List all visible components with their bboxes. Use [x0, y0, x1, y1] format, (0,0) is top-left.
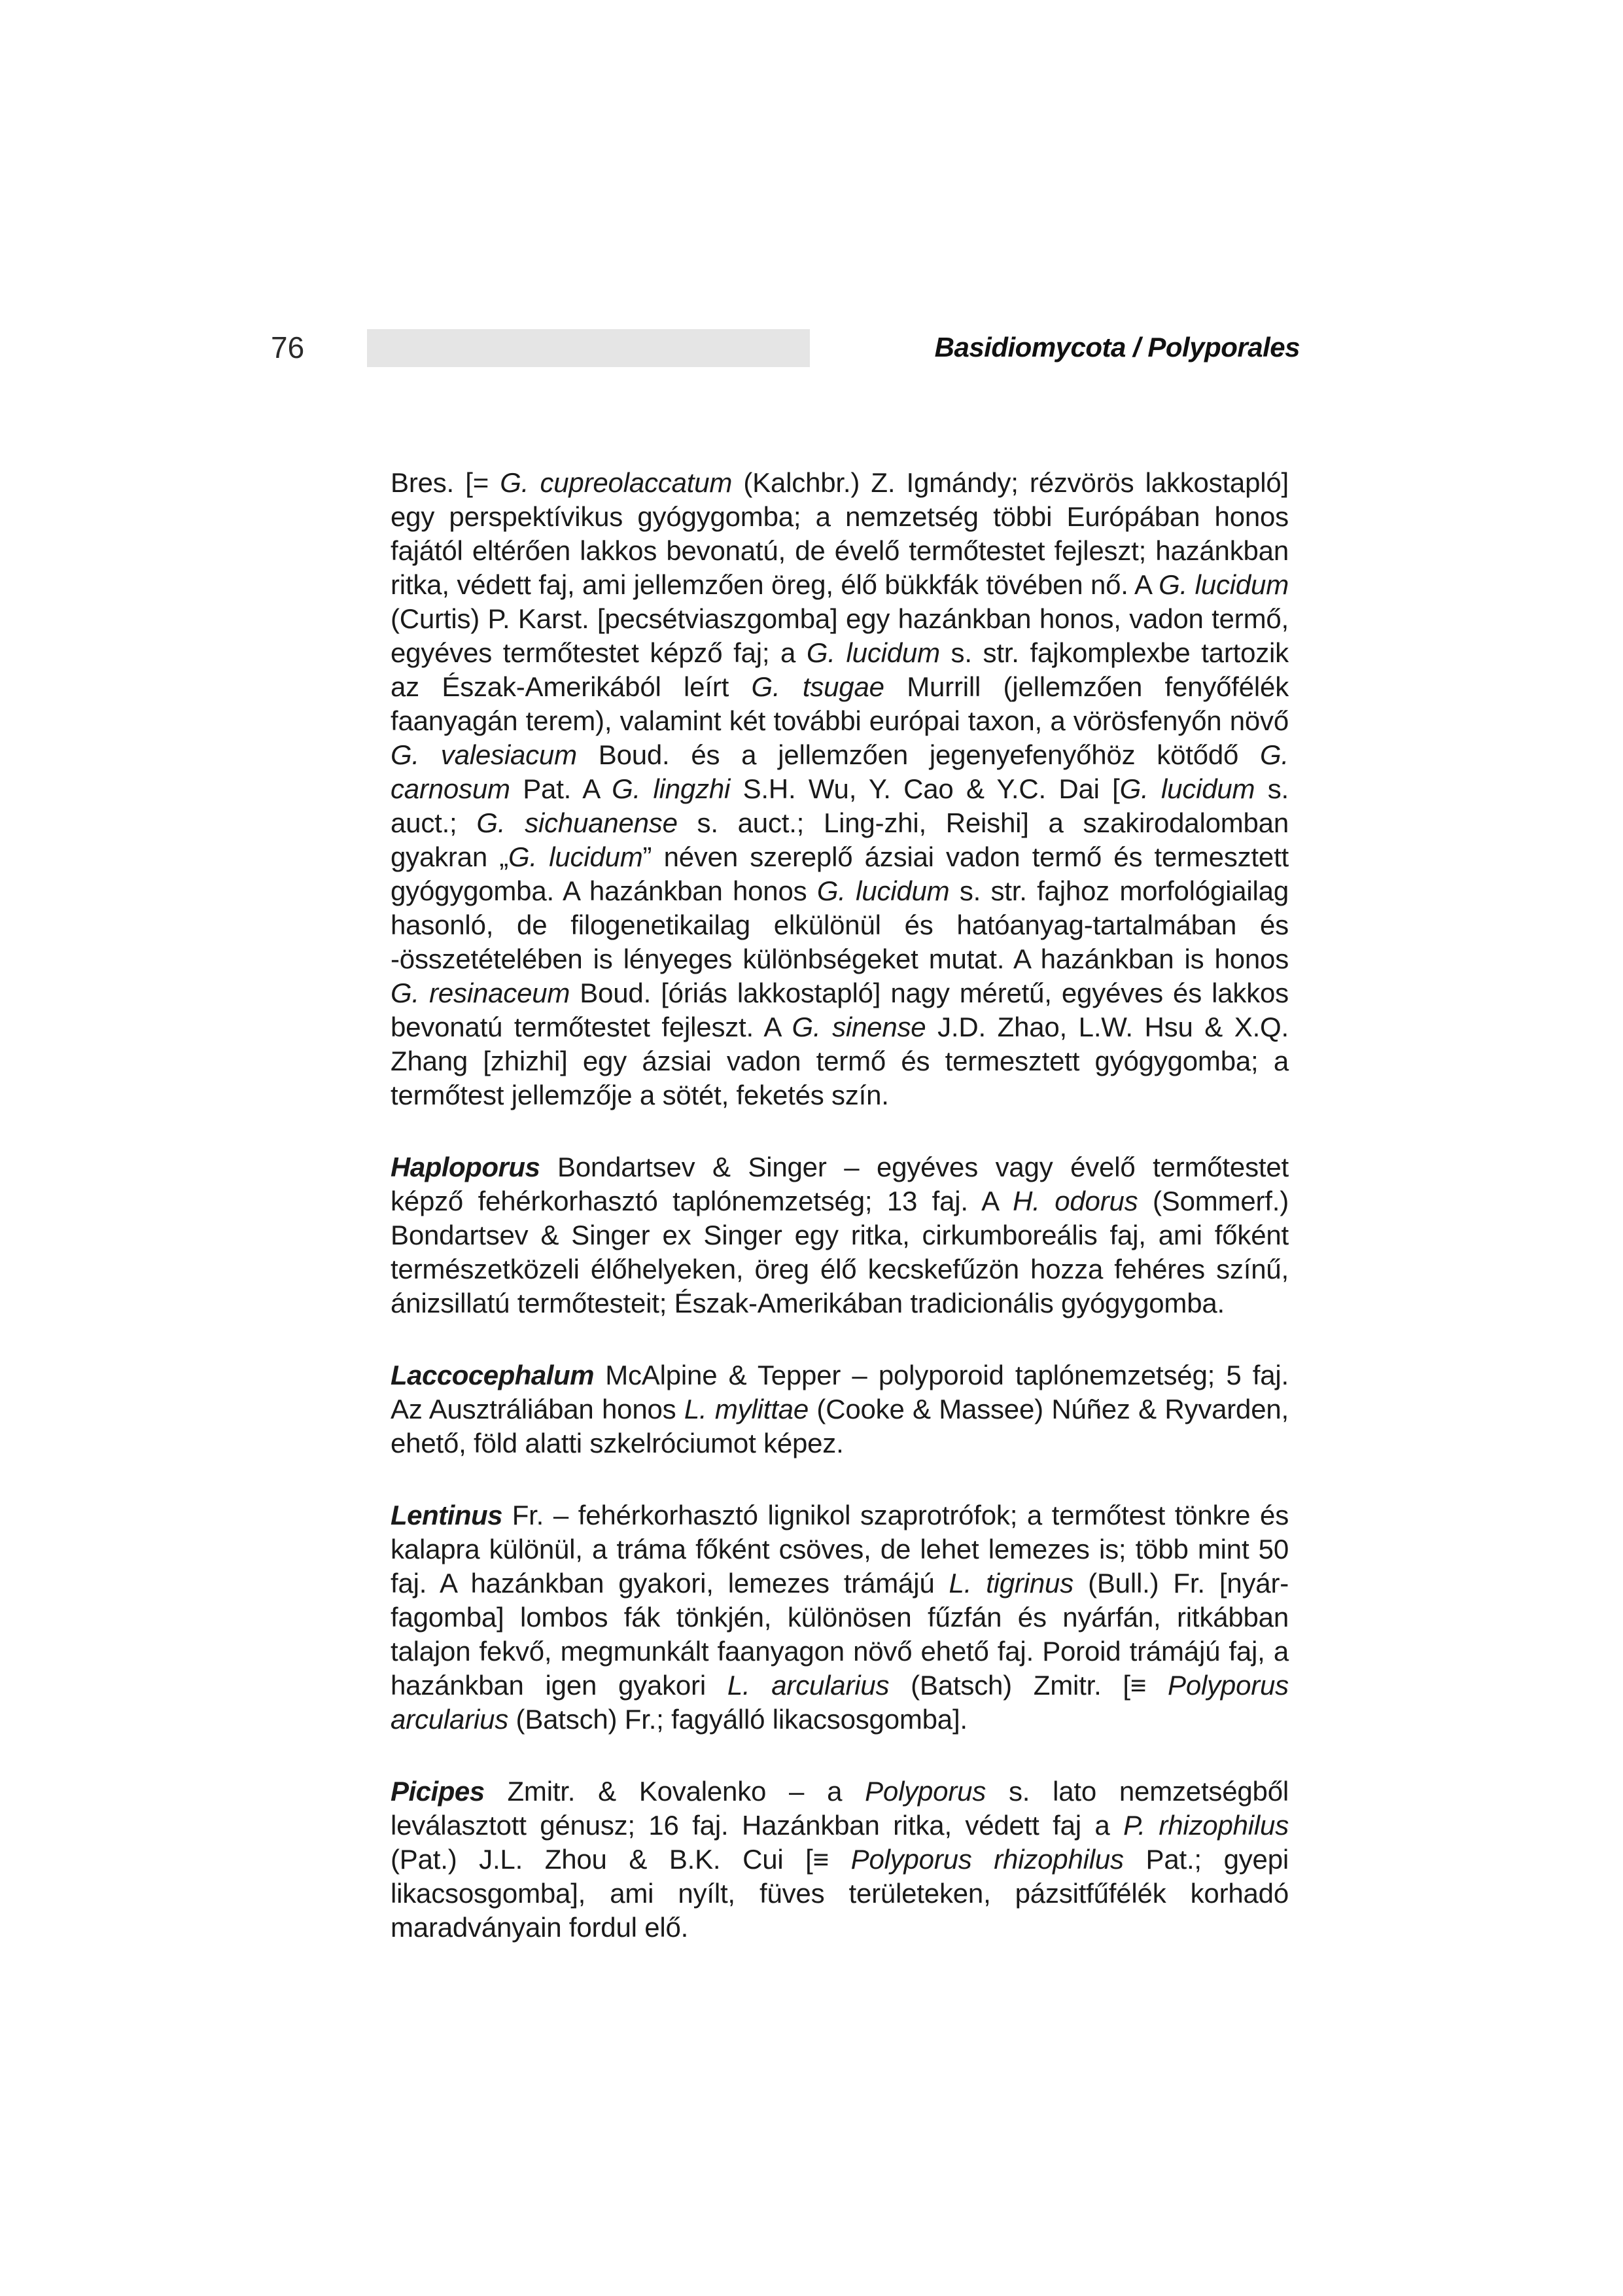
text-run: Bondartsev & Singer – egyéves vagy évelő termőtestet képző fehérkorhasztó taplónemzetség; 13 faj. A: [391, 1152, 1289, 1216]
text-run: Pat. A: [510, 773, 612, 804]
paragraph-ganoderma-continued: [391, 466, 1289, 1112]
text-run: ” néven szereplő ázsiai vadon termő és termesztett gyógygomba. A hazánkban honos: [391, 841, 1289, 906]
genus-name: Laccocephalum: [391, 1360, 594, 1390]
page-number: 76: [271, 330, 305, 364]
text-run: Boud. [óriás lakkostapló] nagy méretű, egyéves és lakkos bevonatú termőtestet fejleszt. A: [391, 978, 1289, 1042]
header-placeholder-bar: [367, 329, 810, 367]
species-name: G. lucidum: [508, 841, 643, 872]
species-name: L. tigrinus: [949, 1568, 1074, 1598]
text-run: (Curtis) P. Karst. [pecsétviaszgomba] egy hazánkban honos, vadon termő, egyéves termőtestet képző faj; a: [391, 603, 1289, 668]
text-run: s. auct.; Ling-zhi, Reishi] a szakirodalomban gyakran „: [391, 807, 1289, 872]
text-run: (Sommerf.) Bondartsev & Singer ex Singer egy ritka, cirkumboreális faj, ami főként természetközeli élőhelyeken, öreg élő kecskefűzön hozza fehéres színű, ánizsillatú termőtesteit; Észak-Amerikában tradicionális gyógygomba.: [391, 1186, 1289, 1318]
text-run: Pat.; gyepi likacsosgomba], ami nyílt, füves területeken, pázsitfűfélék korhadó maradványain fordul elő.: [391, 1844, 1289, 1943]
species-name: G. valesiacum: [391, 739, 577, 770]
text-run: (Bull.) Fr. [nyár-fagomba] lombos fák tönkjén, különösen fűzfán és nyárfán, ritkábban talajon fekvő, megmunkált faanyagon növő ehető faj. Poroid trámájú faj, a hazánkban igen gyakori: [391, 1568, 1289, 1701]
species-name: G. lucidum: [816, 875, 950, 906]
text-run: Murrill (jellemzően fenyőfélék faanyagán terem), valamint két további európai taxon, a vörösfenyőn növő: [391, 671, 1289, 736]
paragraph-lentinus: [391, 1498, 1289, 1737]
text-run: s. str. fajkomplexbe tartozik az Észak-Amerikából leírt: [391, 637, 1289, 702]
species-name: H. odorus: [1013, 1186, 1138, 1216]
text-run: s. str. fajhoz morfológiailag hasonló, de filogenetikailag elkülönül és hatóanyag-tartalmában és -összetételében is lényeges különbségeket mutat. A hazánkban is honos: [391, 875, 1289, 974]
text-run: Zmitr. & Kovalenko – a: [484, 1776, 865, 1807]
text-run: (Pat.) J.L. Zhou & B.K. Cui [≡: [391, 1844, 851, 1875]
species-name: G. resinaceum: [391, 978, 570, 1008]
genus-name: Lentinus: [391, 1500, 502, 1530]
text-run: (Cooke & Massee) Núñez & Ryvarden, ehető, föld alatti szkelróciumot képez.: [391, 1394, 1289, 1458]
text-run: Boud. és a jellemzően jegenyefenyőhöz kötődő: [576, 739, 1261, 770]
text-run: J.D. Zhao, L.W. Hsu & X.Q. Zhang [zhizhi] egy ázsiai vadon termő és termesztett gyógygomba; a termőtest jellemzője a sötét, feketés szín.: [391, 1012, 1289, 1110]
paragraph-haploporus: [391, 1150, 1289, 1320]
species-name: L. mylittae: [684, 1394, 809, 1424]
genus-name: Picipes: [391, 1776, 485, 1807]
species-name: P. rhizophilus: [1123, 1810, 1289, 1841]
species-name: G. lingzhi: [612, 773, 731, 804]
text-run: s. auct.;: [391, 773, 1289, 838]
species-name: Polyporus rhizophilus: [850, 1844, 1124, 1875]
species-name: G. lucidum: [1119, 773, 1255, 804]
species-name: G. tsugae: [751, 671, 884, 702]
species-name: G. lucidum: [806, 637, 940, 668]
body-text-column: [391, 466, 1289, 1945]
running-head: Basidiomycota / Polyporales: [934, 332, 1300, 362]
text-run: (Batsch) Fr.; fagyálló likacsosgomba].: [508, 1704, 968, 1735]
paragraph-picipes: [391, 1775, 1289, 1945]
species-name: G. cupreolaccatum: [500, 467, 733, 498]
species-name: L. arcularius: [727, 1670, 890, 1701]
species-name: G. lucidum: [1159, 569, 1289, 600]
genus-name: Haploporus: [391, 1152, 540, 1182]
species-name: Polyporus arcularius: [391, 1670, 1289, 1735]
paragraph-laccocephalum: [391, 1358, 1289, 1460]
species-name: G. carnosum: [391, 739, 1289, 804]
text-run: Bres. [=: [391, 467, 500, 498]
text-run: s. lato nemzetségből leválasztott génusz; 16 faj. Hazánkban ritka, védett faj a: [391, 1776, 1289, 1841]
text-run: Fr. – fehérkorhasztó lignikol szaprotrófok; a termőtest tönkre és kalapra különül, a tráma főként csöves, de lehet lemezes is; több mint 50 faj. A hazánkban gyakori, lemezes trámájú: [391, 1500, 1289, 1598]
text-run: McAlpine & Tepper – polyporoid taplónemzetség; 5 faj. Az Ausztráliában honos: [391, 1360, 1289, 1424]
text-run: S.H. Wu, Y. Cao & Y.C. Dai [: [730, 773, 1120, 804]
species-name: G. sinense: [792, 1012, 926, 1042]
text-run: (Batsch) Zmitr. [≡: [889, 1670, 1168, 1701]
species-name: G. sichuanense: [476, 807, 678, 838]
text-run: (Kalchbr.) Z. Igmándy; rézvörös lakkostapló] egy perspektívikus gyógygomba; a nemzetség többi Európában honos fajától eltérően lakkos bevonatú, de évelő termőtestet fejleszt; hazánkban ritka, védett faj, ami jellemzően öreg, élő bükkfák tövében nő. A: [391, 467, 1289, 600]
genus-name-reference: Polyporus: [865, 1776, 986, 1807]
